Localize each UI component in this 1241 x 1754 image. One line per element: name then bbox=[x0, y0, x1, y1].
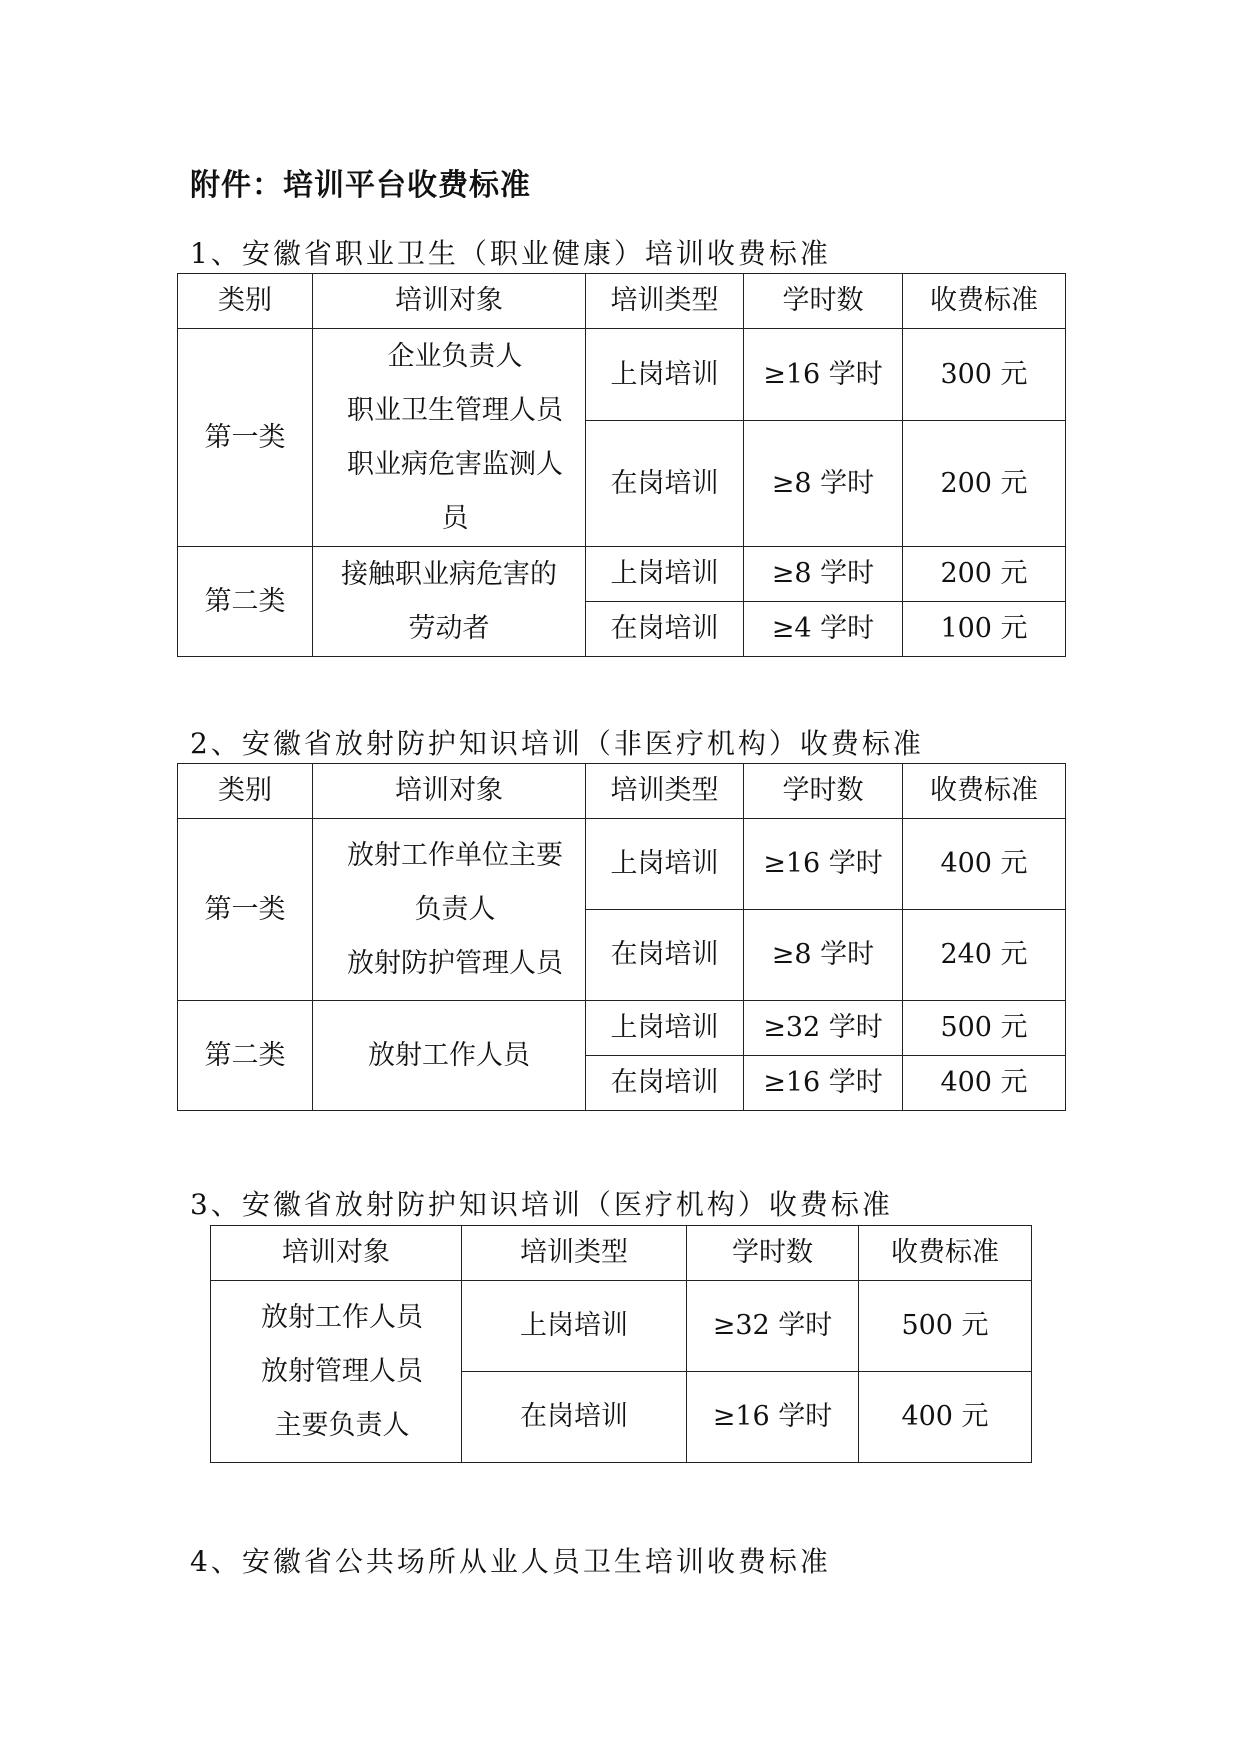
target-cell: 放射工作人员 bbox=[313, 1001, 586, 1111]
target-cell bbox=[211, 1281, 462, 1463]
header-cell: 类别 bbox=[178, 764, 313, 819]
target-line: 负责人 bbox=[414, 893, 496, 925]
target-line: 接触职业病危害的 bbox=[341, 558, 557, 590]
header-cell: 学时数 bbox=[744, 274, 903, 329]
table-row bbox=[178, 547, 1066, 602]
hours-cell: ≥8 学时 bbox=[744, 547, 903, 602]
table-header-row bbox=[211, 1226, 1032, 1281]
fee-cell: 400 元 bbox=[903, 819, 1066, 910]
hours-cell: ≥16 学时 bbox=[744, 1056, 903, 1111]
target-cell bbox=[313, 329, 586, 547]
header-cell: 培训类型 bbox=[462, 1226, 687, 1281]
header-cell: 培训类型 bbox=[586, 274, 744, 329]
fee-cell: 500 元 bbox=[859, 1281, 1032, 1372]
type-cell: 上岗培训 bbox=[586, 819, 744, 910]
fee-table-1 bbox=[177, 273, 1066, 657]
header-cell: 学时数 bbox=[687, 1226, 859, 1281]
table-row bbox=[211, 1281, 1032, 1372]
target-cell bbox=[313, 547, 586, 657]
target-line: 放射管理人员 bbox=[261, 1355, 423, 1387]
fee-cell: 240 元 bbox=[903, 910, 1066, 1001]
table-row bbox=[178, 329, 1066, 421]
header-cell: 类别 bbox=[178, 274, 313, 329]
section-1-title: 1、安徽省职业卫生（职业健康）培训收费标准 bbox=[190, 237, 831, 270]
target-line: 放射工作单位主要 bbox=[347, 839, 563, 871]
type-cell: 在岗培训 bbox=[462, 1372, 687, 1463]
type-cell: 在岗培训 bbox=[586, 1056, 744, 1111]
target-line: 主要负责人 bbox=[274, 1409, 410, 1441]
table-header-row bbox=[178, 764, 1066, 819]
fee-cell: 400 元 bbox=[859, 1372, 1032, 1463]
type-cell: 在岗培训 bbox=[586, 602, 744, 657]
fee-cell: 200 元 bbox=[903, 547, 1066, 602]
category-cell: 第二类 bbox=[178, 547, 313, 657]
type-cell: 上岗培训 bbox=[586, 329, 744, 421]
hours-cell: ≥4 学时 bbox=[744, 602, 903, 657]
target-line: 职业卫生管理人员 bbox=[347, 394, 563, 426]
hours-cell: ≥16 学时 bbox=[744, 819, 903, 910]
hours-cell: ≥8 学时 bbox=[744, 910, 903, 1001]
type-cell: 在岗培训 bbox=[586, 421, 744, 547]
target-line: 职业病危害监测人 bbox=[347, 448, 563, 480]
category-cell: 第二类 bbox=[178, 1001, 313, 1111]
target-cell bbox=[313, 819, 586, 1001]
table-header-row bbox=[178, 274, 1066, 329]
hours-cell: ≥32 学时 bbox=[744, 1001, 903, 1056]
header-cell: 培训对象 bbox=[313, 764, 586, 819]
hours-cell: ≥8 学时 bbox=[744, 421, 903, 547]
section-4-title: 4、安徽省公共场所从业人员卫生培训收费标准 bbox=[190, 1545, 831, 1578]
fee-cell: 500 元 bbox=[903, 1001, 1066, 1056]
header-cell: 收费标准 bbox=[903, 274, 1066, 329]
category-cell: 第一类 bbox=[178, 329, 313, 547]
fee-table-2 bbox=[177, 763, 1066, 1111]
category-cell: 第一类 bbox=[178, 819, 313, 1001]
target-line: 企业负责人 bbox=[387, 340, 523, 372]
type-cell: 上岗培训 bbox=[462, 1281, 687, 1372]
type-cell: 上岗培训 bbox=[586, 547, 744, 602]
fee-cell: 200 元 bbox=[903, 421, 1066, 547]
hours-cell: ≥16 学时 bbox=[687, 1372, 859, 1463]
header-cell: 培训对象 bbox=[313, 274, 586, 329]
target-line: 员 bbox=[441, 502, 469, 534]
table-row bbox=[178, 1001, 1066, 1056]
header-cell: 培训对象 bbox=[211, 1226, 462, 1281]
hours-cell: ≥32 学时 bbox=[687, 1281, 859, 1372]
table-row bbox=[178, 819, 1066, 910]
header-cell: 学时数 bbox=[744, 764, 903, 819]
page-heading: 附件：培训平台收费标准 bbox=[190, 168, 531, 203]
header-cell: 培训类型 bbox=[586, 764, 744, 819]
type-cell: 上岗培训 bbox=[586, 1001, 744, 1056]
fee-cell: 400 元 bbox=[903, 1056, 1066, 1111]
type-cell: 在岗培训 bbox=[586, 910, 744, 1001]
section-3-title: 3、安徽省放射防护知识培训（医疗机构）收费标准 bbox=[190, 1188, 893, 1221]
fee-table-3 bbox=[210, 1225, 1032, 1463]
fee-cell: 300 元 bbox=[903, 329, 1066, 421]
header-cell: 收费标准 bbox=[859, 1226, 1032, 1281]
fee-cell: 100 元 bbox=[903, 602, 1066, 657]
target-line: 劳动者 bbox=[408, 612, 490, 644]
target-line: 放射防护管理人员 bbox=[347, 947, 563, 979]
hours-cell: ≥16 学时 bbox=[744, 329, 903, 421]
section-2-title: 2、安徽省放射防护知识培训（非医疗机构）收费标准 bbox=[190, 727, 924, 760]
header-cell: 收费标准 bbox=[903, 764, 1066, 819]
target-line: 放射工作人员 bbox=[261, 1301, 423, 1333]
